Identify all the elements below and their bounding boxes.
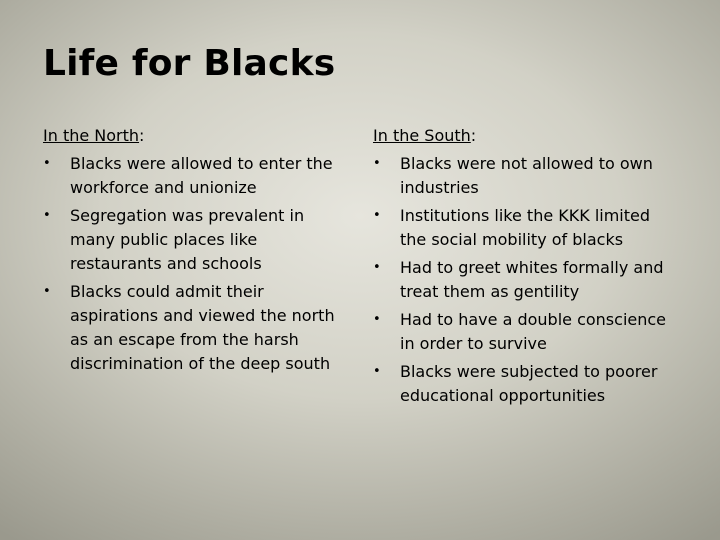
list-item-text: Blacks were not allowed to own industries bbox=[400, 154, 653, 197]
list-item bbox=[373, 308, 673, 356]
north-bullet-list bbox=[43, 152, 343, 376]
north-heading-text: In the North bbox=[43, 126, 140, 145]
list-item-text: Institutions like the KKK limited the social mobility of blacks bbox=[400, 206, 651, 249]
bullet-icon: • bbox=[373, 312, 381, 327]
south-bullet-list bbox=[373, 152, 673, 408]
bullet-icon: • bbox=[373, 260, 381, 275]
list-item bbox=[373, 360, 673, 408]
south-heading-colon: : bbox=[470, 126, 477, 145]
list-item-text: Had to have a double conscience in order to survive bbox=[400, 310, 667, 353]
north-column bbox=[43, 124, 343, 380]
north-heading bbox=[43, 124, 343, 148]
bullet-icon: • bbox=[43, 156, 51, 171]
bullet-icon: • bbox=[43, 284, 51, 299]
list-item bbox=[373, 256, 673, 304]
bullet-icon: • bbox=[373, 156, 381, 171]
north-heading-colon: : bbox=[139, 126, 145, 145]
list-item bbox=[43, 204, 343, 276]
south-heading-text: In the South bbox=[373, 126, 471, 145]
list-item bbox=[43, 152, 343, 200]
list-item-text: Blacks could admit their aspirations and viewed the north as an escape from the harsh discrimination of the deep south bbox=[70, 282, 335, 373]
list-item bbox=[43, 280, 343, 376]
list-item bbox=[373, 152, 673, 200]
bullet-icon: • bbox=[373, 364, 381, 379]
list-item bbox=[373, 204, 673, 252]
south-heading bbox=[373, 124, 673, 148]
list-item-text: Segregation was prevalent in many public places like restaurants and schools bbox=[70, 206, 305, 273]
south-column bbox=[373, 124, 673, 412]
bullet-icon: • bbox=[43, 208, 51, 223]
list-item-text: Had to greet whites formally and treat them as gentility bbox=[400, 258, 664, 301]
slide-title: Life for Blacks bbox=[43, 43, 336, 84]
list-item-text: Blacks were subjected to poorer educational opportunities bbox=[400, 362, 658, 405]
bullet-icon: • bbox=[373, 208, 381, 223]
list-item-text: Blacks were allowed to enter the workforce and unionize bbox=[70, 154, 333, 197]
